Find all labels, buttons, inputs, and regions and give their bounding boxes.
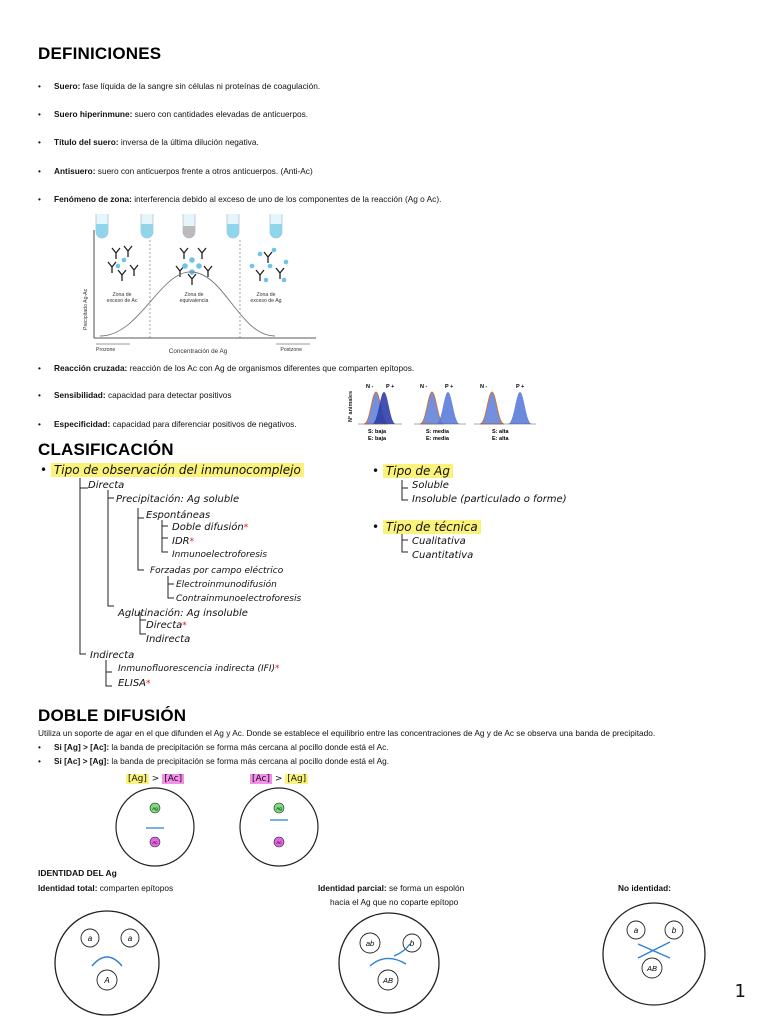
svg-text:Ag: Ag [276,806,282,811]
sens-ylabel: Nº animales [348,390,354,422]
svg-text:E: baja: E: baja [368,436,387,442]
tree-inmunoelectroforesis: Inmunoelectroforesis [172,550,268,560]
plate1-caption: [Ag] > [Ac] [128,774,183,784]
tipo-ag-soluble: Soluble [412,480,449,491]
tipo-tecnica-cuantitativa: Cuantitativa [412,550,474,561]
doble-intro: Utiliza un soporte de agar en el que difunden el Ag y Ac. Donde se establece el equilibrio entre las concentraciones de Ag y de Ac se observa una banda de precipitado. [38,728,656,738]
tipo-tecnica-heading: • Tipo de técnica [372,520,481,534]
zone-label-ag: Zona de exceso de Ag [250,292,282,304]
tipo-ag-heading: • Tipo de Ag [372,464,453,478]
tree-forzadas: Forzadas por campo eléctrico [150,566,284,576]
zone-ylabel: Precipitado Ag-Ac [83,288,89,330]
svg-text:a: a [87,934,93,943]
svg-text:a: a [633,926,639,935]
svg-text:S: media: S: media [426,429,449,435]
plate-identidad-parcial [336,910,442,1016]
tree-directa: Directa [88,480,125,491]
section-title-definiciones: DEFINICIONES [38,44,162,63]
svg-text:AB: AB [646,964,658,973]
sens-panel-2 [414,384,466,442]
zone-phenomenon-figure [80,210,320,360]
svg-text:Ag: Ag [152,806,158,811]
svg-text:E: alta: E: alta [492,436,509,442]
tree-idr: IDR* [172,536,195,547]
precipitation-bands-crossing [638,942,670,958]
svg-text:a: a [127,934,133,943]
tube-icons [96,214,282,238]
tree-espontaneas: Espontáneas [146,510,211,521]
tree-aglut-directa: Directa* [146,620,187,631]
antibody-icons [108,246,284,285]
svg-text:b: b [409,939,415,948]
tipo-ag-insoluble: Insoluble (particulado o forme) [412,494,567,505]
tree-doble-difusion: Doble difusión* [172,522,249,533]
plate-no-identidad [600,900,708,1008]
svg-text:ab: ab [365,939,375,948]
page-number: 1 [734,981,746,1002]
tree-aglut-indirecta: Indirecta [146,634,191,645]
zone-xlabel: Concentración de Ag [168,348,228,355]
svg-text:AB: AB [382,976,394,985]
identidad-title: IDENTIDAD DEL Ag [38,868,117,878]
no-identidad-caption: No identidad: [618,883,672,893]
plate2-ac-gt-ag [238,786,320,868]
tree-contrainmunoelectroforesis: Contrainmunoelectroforesis [176,594,302,604]
svg-text:N -: N - [420,384,428,390]
sens-panel-1 [358,384,402,442]
section-title-clasificacion: CLASIFICACIÓN [38,440,174,459]
zone-label-ac: Zona de exceso de Ac [106,292,138,304]
tree-electroinmunodifusion: Electroinmunodifusión [176,580,277,590]
svg-text:N -: N - [480,384,488,390]
svg-text:N -: N - [366,384,374,390]
svg-text:P +: P + [516,384,525,390]
svg-text:P +: P + [386,384,395,390]
svg-text:S: alta: S: alta [492,429,509,435]
tipo-tecnica-cualitativa: Cualitativa [412,536,466,547]
svg-text:P +: P + [445,384,454,390]
plate2-caption: [Ac] > [Ag] [252,774,307,784]
tree-elisa: ELISA* [118,678,151,689]
svg-text:A: A [104,976,110,985]
tree-precipitacion: Precipitación: Ag soluble [116,494,240,505]
tree-indirecta: Indirecta [90,650,135,661]
section-title-doble-difusion: DOBLE DIFUSIÓN [38,706,187,725]
sensitivity-specificity-figure [342,378,542,444]
tree-root: • Tipo de observación del inmunocomplejo [40,463,304,477]
zone-postzone: Postzone [280,347,302,353]
identidad-parcial-caption-2: hacia el Ag que no coparte epítopo [330,897,459,907]
zone-prozone: Prozone [96,347,116,353]
plate-identidad-total [52,908,162,1018]
svg-text:E: media: E: media [426,436,449,442]
svg-text:Ac: Ac [152,840,158,845]
tree-ifi: Inmunofluorescencia indirecta (IFI)* [118,664,280,674]
svg-text:Ac: Ac [276,840,282,845]
plate1-ag-gt-ac [114,786,196,868]
zone-label-equiv: Zona de equivalencia [179,292,209,304]
svg-text:b: b [671,926,677,935]
precipitation-band [92,957,122,966]
identidad-total-caption: Identidad total: comparten epítopos [38,883,174,893]
tree-aglutinacion: Aglutinación: Ag insoluble [118,608,248,619]
identidad-parcial-caption: Identidad parcial: se forma un espolón [318,883,465,893]
svg-text:S: baja: S: baja [368,429,387,435]
sens-panel-3 [474,384,536,442]
